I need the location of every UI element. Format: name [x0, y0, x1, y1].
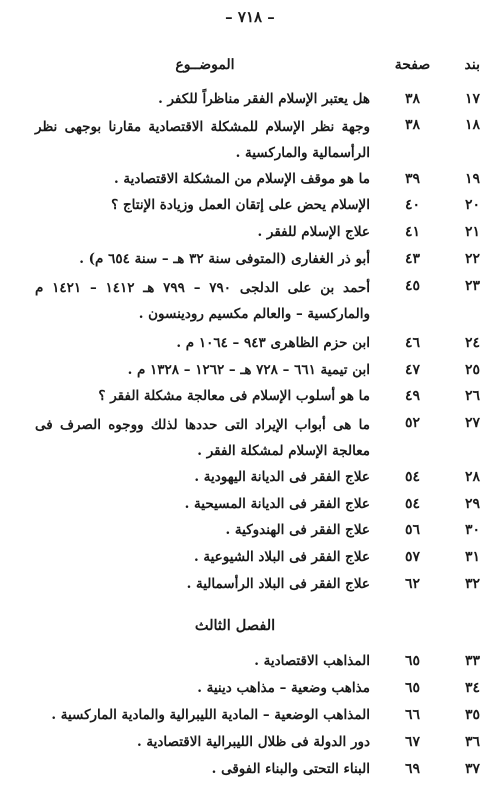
- toc-entry: [0, 114, 500, 166]
- toc-entry: [0, 88, 500, 110]
- entry-title: البناء التحتى والبناء الفوقى .: [211, 761, 370, 777]
- entry-title: ما هى أبواب الإيراد التى حددها لذلك ووجوه الصرف فى معالجة الإسلام لمشكلة الفقر .: [35, 417, 370, 459]
- toc-entry: [0, 519, 500, 541]
- entry-number: ٢١: [464, 224, 480, 240]
- entry-title: أحمد بن على الدلجى ٧٩٠ – ٧٩٩ هـ ١٤١٢ – ١٤٢١ م والماركسية – والعالم مكسيم رودينسون .: [35, 280, 370, 322]
- entry-page: ٦٧: [404, 734, 421, 750]
- entry-title: ابن حزم الظاهرى ٩٤٣ – ١٠٦٤ م .: [176, 335, 370, 351]
- entry-page: ٤٣: [404, 251, 421, 267]
- entry-number: ٣٢: [464, 576, 480, 592]
- toc-entry: [0, 194, 500, 216]
- entry-number: ٣٧: [464, 761, 480, 777]
- entry-page: ٣٨: [404, 91, 421, 107]
- entry-page: ٣٨: [404, 117, 421, 133]
- entry-page: ٤١: [404, 224, 421, 240]
- entry-title: الإسلام يحض على إتقان العمل وزيادة الإنتاج ؟: [111, 197, 370, 213]
- entry-number: ٣٣: [464, 653, 480, 669]
- entry-number: ٢٠: [464, 197, 480, 213]
- entry-page: ٤٩: [404, 388, 421, 404]
- entry-page: ٥٤: [404, 469, 421, 485]
- entry-title: أبو ذر الغفارى (المتوفى سنة ٣٢ هـ – سنة ٦٥٤ م) .: [79, 251, 370, 267]
- entry-number: ٢٤: [464, 335, 480, 351]
- toc-entry: [0, 385, 500, 407]
- entry-title: علاج الفقر فى الديانة المسيحية .: [184, 496, 370, 512]
- entry-title: المذاهب الاقتصادية .: [254, 653, 370, 669]
- entry-page: ٦٦: [404, 707, 421, 723]
- entry-page: ٤٥: [404, 278, 421, 294]
- entry-title: علاج الفقر فى البلاد الرأسمالية .: [186, 576, 370, 592]
- entry-page: ٦٥: [404, 653, 421, 669]
- section-heading: الفصل الثالث: [194, 617, 276, 634]
- toc-entry: [0, 466, 500, 488]
- toc-entry: [0, 332, 500, 354]
- page-number: – ٧١٨ –: [225, 8, 275, 26]
- entry-number: ٣٦: [464, 734, 480, 750]
- toc-entry: [0, 168, 500, 190]
- entry-title: وجهة نظر الإسلام للمشكلة الاقتصادية مقارنا بوجهى نظر الرأسمالية والماركسية .: [35, 119, 370, 161]
- entry-title: علاج الفقر فى الديانة اليهودية .: [194, 469, 370, 485]
- toc-entry: [0, 248, 500, 270]
- entry-title: ما هو موقف الإسلام من المشكلة الاقتصادية .: [113, 171, 370, 187]
- entry-page: ٥٤: [404, 496, 421, 512]
- entry-number: ٢٥: [464, 362, 480, 378]
- toc-list: [0, 88, 500, 688]
- entry-number: ٢٨: [464, 469, 480, 485]
- entry-number: ٢٧: [464, 415, 480, 431]
- toc-entry: [0, 412, 500, 464]
- entry-number: ١٩: [464, 171, 480, 187]
- entry-number: ١٨: [464, 117, 480, 133]
- entry-title: المذاهب الوضعية – المادية الليبرالية والمادية الماركسية .: [51, 707, 370, 723]
- entry-title: ما هو أسلوب الإسلام فى معالجة مشكلة الفقر ؟: [98, 388, 370, 404]
- entry-page: ٣٩: [404, 171, 421, 187]
- entry-page: ٦٢: [404, 576, 421, 592]
- entry-number: ٢٢: [464, 251, 480, 267]
- entry-page: ٦٩: [404, 761, 421, 777]
- entry-title: علاج الفقر فى البلاد الشيوعية .: [193, 549, 370, 565]
- column-header-topic: الموضــوع: [175, 57, 235, 73]
- entry-number: ٣٥: [464, 707, 480, 723]
- entry-page: ٥٦: [404, 522, 421, 538]
- toc-entry: [0, 704, 500, 726]
- toc-entry: [0, 221, 500, 243]
- toc-entry: [0, 758, 500, 780]
- entry-number: ٣٤: [464, 680, 480, 696]
- entry-page: ٥٧: [404, 549, 421, 565]
- toc-entry: [0, 546, 500, 568]
- entry-number: ١٧: [464, 91, 480, 107]
- toc-entry: [0, 359, 500, 381]
- entry-page: ٥٢: [404, 415, 421, 431]
- entry-number: ٢٩: [464, 496, 480, 512]
- toc-entry: [0, 275, 500, 327]
- entry-page: ٤٧: [404, 362, 421, 378]
- entry-number: ٣١: [464, 549, 480, 565]
- entry-title: ابن تيمية ٦٦١ – ٧٢٨ هـ – ١٢٦٢ – ١٣٢٨ م .: [127, 362, 370, 378]
- entry-number: ٢٣: [464, 278, 480, 294]
- toc-entry: [0, 493, 500, 515]
- toc-entry: [0, 573, 500, 595]
- column-header-band: بند: [464, 57, 480, 73]
- entry-number: ٣٠: [464, 522, 480, 538]
- entry-title: هل يعتبر الإسلام الفقر مناظراً للكفر .: [158, 91, 370, 107]
- entry-title: علاج الإسلام للفقر .: [257, 224, 370, 240]
- entry-title: علاج الفقر فى الهندوكية .: [225, 522, 370, 538]
- entry-number: ٢٦: [464, 388, 480, 404]
- entry-title: دور الدولة فى ظلال الليبرالية الاقتصادية .: [137, 734, 370, 750]
- column-header-page: صفحة: [394, 57, 431, 73]
- entry-page: ٤٦: [404, 335, 421, 351]
- entry-page: ٤٠: [404, 197, 421, 213]
- entry-title: مذاهب وضعية – مذاهب دينية .: [197, 680, 370, 696]
- toc-entry: [0, 731, 500, 753]
- entry-page: ٦٥: [404, 680, 421, 696]
